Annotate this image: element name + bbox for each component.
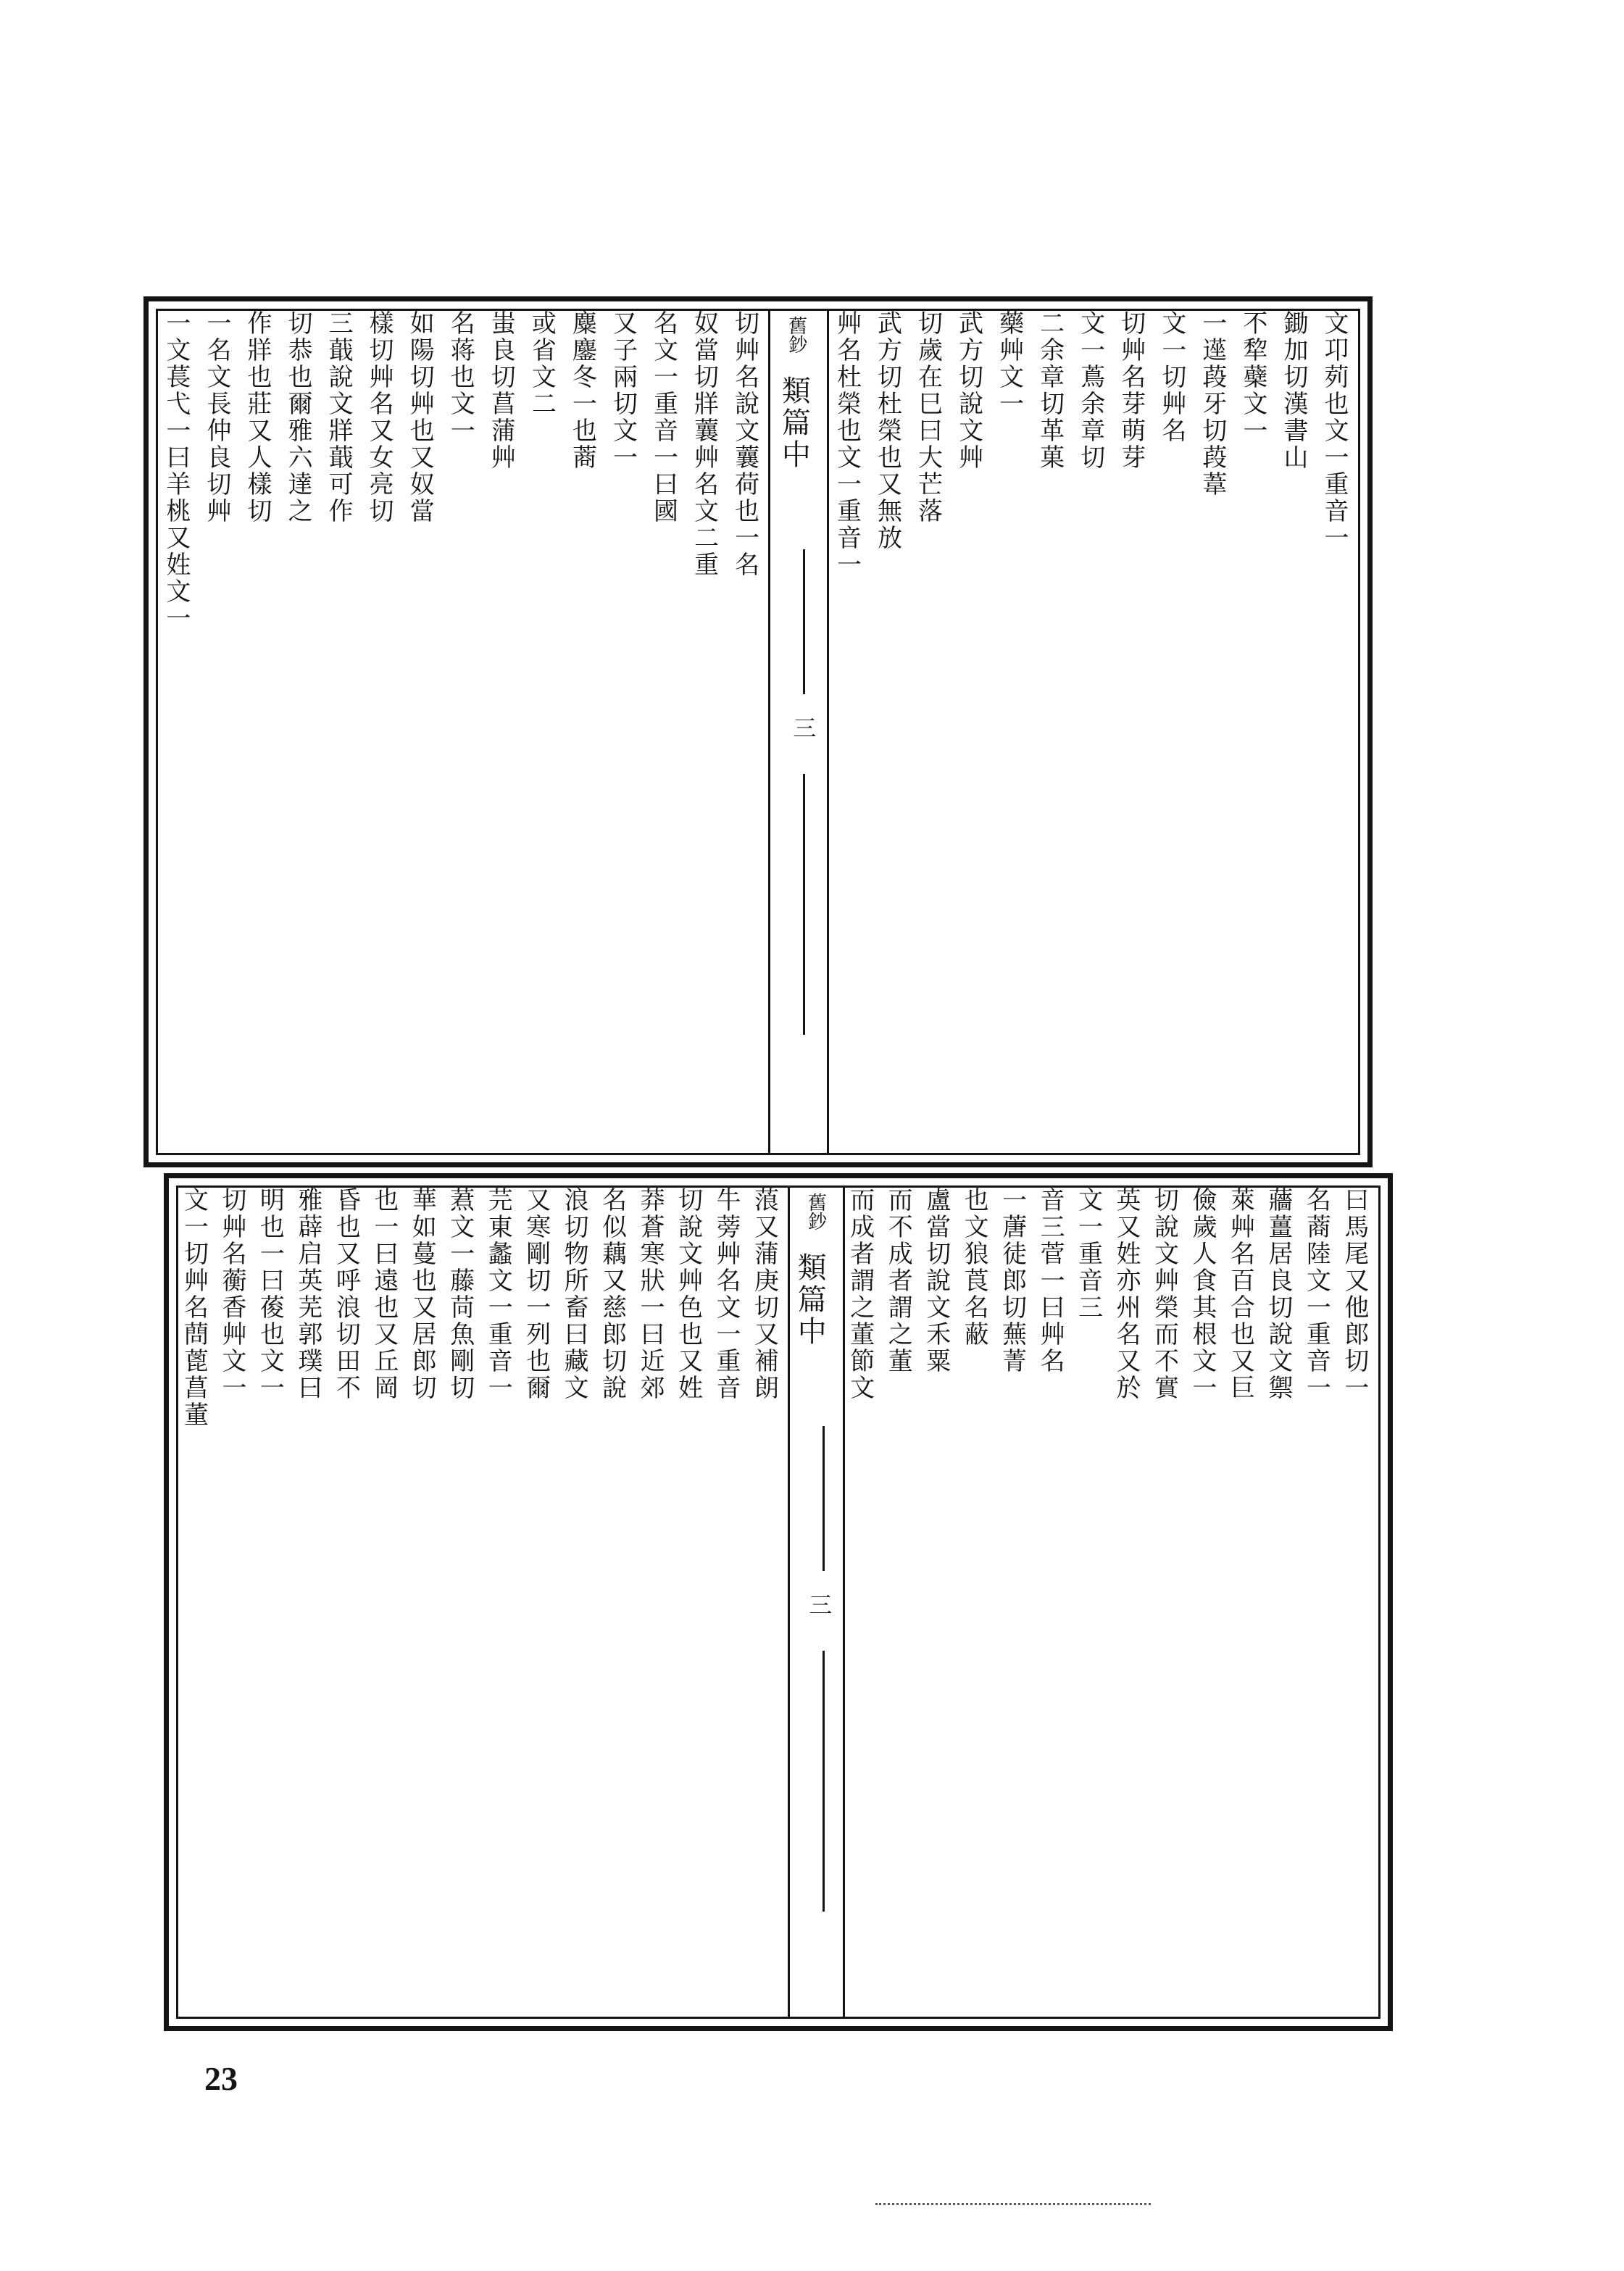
text-column: 而成者謂之董節文 — [845, 1187, 875, 1401]
folio-number: 三 — [789, 716, 817, 739]
text-column: 名似藕又慈郎切說 — [597, 1187, 627, 1401]
text-column: 或省文二 — [527, 310, 557, 417]
text-column: 蔒文一藤苘魚剛切 — [445, 1187, 475, 1401]
text-column: 切艸名蘅香艸文一 — [217, 1187, 246, 1401]
text-column: 蘠薑居良切說文禦 — [1263, 1187, 1293, 1401]
fold-gutter — [788, 1187, 846, 2017]
page-number: 23 — [204, 2060, 238, 2097]
text-column: 文一重音三 — [1073, 1187, 1103, 1321]
text-column: 麋鏖冬一也蔏 — [567, 310, 597, 471]
text-column: 又寒剛切一列也爾 — [521, 1187, 551, 1401]
text-column: 如陽切艸也又奴當 — [405, 310, 435, 525]
gutter-title: 類篇中 — [777, 375, 811, 471]
folio-number: 三 — [805, 1593, 833, 1616]
fold-gutter — [768, 310, 830, 1154]
text-column: 武方切說文艸 — [954, 310, 983, 471]
text-column: 一文萇弋一曰羊桃又姓文一 — [161, 310, 191, 632]
fish-tail-line — [803, 549, 805, 694]
text-column: 名蔏陸文一重音一 — [1302, 1187, 1331, 1401]
text-column: 文一切艸名 — [1157, 310, 1186, 444]
text-column: 音三菅一曰艸名 — [1036, 1187, 1065, 1375]
page-panel-left — [164, 1173, 1393, 2031]
text-column: 切說文艸榮而不實 — [1149, 1187, 1179, 1401]
text-column: 昏也又呼浪切田不 — [331, 1187, 361, 1401]
text-column: 切艸名說文蘘荷也一名 — [730, 310, 759, 578]
text-column: 不犂蘗文一 — [1238, 310, 1267, 444]
text-column: 曰馬尾又他郎切一 — [1339, 1187, 1369, 1401]
text-column: 莽蒼寒狀一曰近郊 — [636, 1187, 665, 1401]
text-column: 名文一重音一曰國 — [649, 310, 678, 525]
text-column: 英又姓亦州名又於 — [1112, 1187, 1141, 1401]
text-column: 奴當切牂蘘艸名文二重 — [689, 310, 719, 578]
text-column: 也文狼莨名蔽 — [959, 1187, 989, 1348]
text-columns — [159, 310, 1357, 1154]
gutter-label: 舊鈔 — [785, 316, 807, 354]
text-column: 二余章切革菓 — [1035, 310, 1065, 471]
text-column: 樣切艸名又女亮切 — [365, 310, 394, 525]
text-column: 一遳葮牙切葮葦 — [1197, 310, 1227, 498]
text-column: 又子兩切文一 — [608, 310, 638, 471]
text-column: 雅薜启英芜郭璞曰 — [293, 1187, 322, 1401]
text-column: 一蓎徒郎切蕪菁 — [997, 1187, 1027, 1375]
text-column: 萊艸名百合也又巨 — [1225, 1187, 1255, 1401]
text-column: 蒗又蒲庚切又補朗 — [749, 1187, 779, 1401]
text-column: 芫東蠡文一重音一 — [483, 1187, 513, 1401]
text-column: 切說文艸色也又姓 — [673, 1187, 703, 1401]
text-column: 浪切物所畜曰藏文 — [559, 1187, 589, 1401]
text-column: 盧當切說文禾粟 — [921, 1187, 951, 1375]
text-column: 明也一曰葰也文一 — [255, 1187, 285, 1401]
text-column: 作牂也莊又人樣切 — [243, 310, 272, 525]
text-column: 一名文長仲良切艸 — [201, 310, 231, 525]
gutter-label: 舊鈔 — [804, 1193, 827, 1230]
text-column: 牛蒡艸名文一重音 — [712, 1187, 741, 1401]
fish-tail-line — [803, 774, 805, 1035]
fish-tail-line — [823, 1426, 825, 1571]
text-column: 武方切杜榮也又無放 — [873, 310, 902, 551]
text-column: 文卭茢也文一重音一 — [1320, 310, 1349, 551]
text-columns — [179, 1187, 1378, 2017]
text-column: 蚩良切菖蒲艸 — [486, 310, 516, 471]
gutter-title: 類篇中 — [793, 1252, 827, 1348]
text-column: 也一曰遠也又丘岡 — [369, 1187, 399, 1401]
page-panel-right — [143, 296, 1373, 1167]
scan-mark — [875, 2203, 1151, 2209]
fish-tail-line — [823, 1651, 825, 1912]
text-column: 文一切艸名蔄蓖菖董 — [179, 1187, 209, 1428]
text-column: 儉歲人食其根文一 — [1187, 1187, 1217, 1401]
text-column: 艸名杜榮也文一重音一 — [832, 310, 862, 578]
text-column: 名蒋也文一 — [446, 310, 475, 444]
text-column: 藥艸文一 — [994, 310, 1024, 417]
text-column: 三蕺說文牂蕺可作 — [324, 310, 354, 525]
text-column: 華如蔓也又居郎切 — [407, 1187, 437, 1401]
text-column: 切艸名芽萌芽 — [1116, 310, 1146, 471]
text-column: 而不成者謂之董 — [883, 1187, 913, 1375]
text-column: 文一蔦余章切 — [1075, 310, 1105, 471]
text-column: 切恭也爾雅六達之 — [283, 310, 313, 525]
text-column: 切歲在巳曰大芒落 — [913, 310, 943, 525]
text-column: 鋤加切漢書山 — [1278, 310, 1308, 471]
